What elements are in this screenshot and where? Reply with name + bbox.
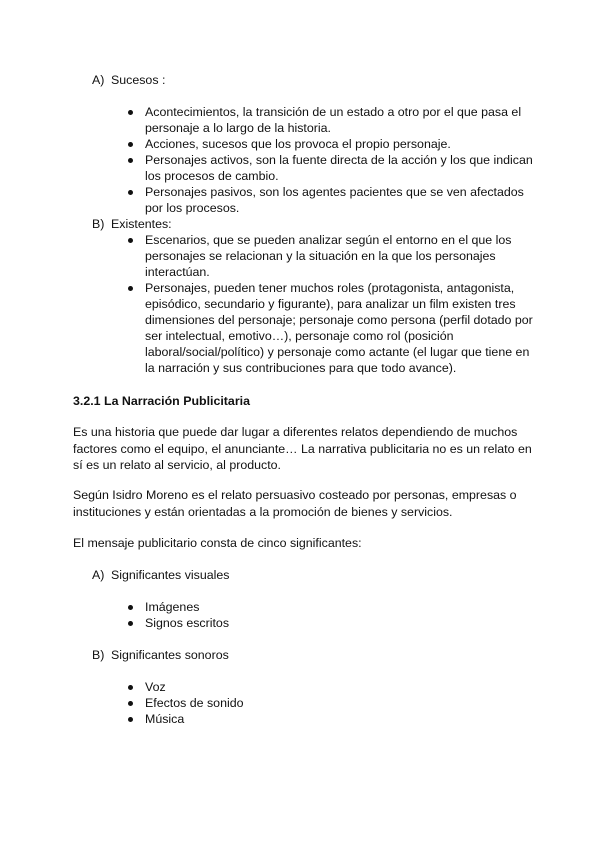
section-b-letter: B) [92, 217, 105, 231]
sonoros-title: Significantes sonoros [111, 648, 229, 662]
list-item: Música [145, 711, 535, 727]
section-heading: 3.2.1 La Narración Publicitaria [73, 394, 250, 408]
section-b-header [92, 216, 172, 232]
list-item: Efectos de sonido [145, 695, 535, 711]
paragraph: Es una historia que puede dar lugar a diferentes relatos dependiendo de muchos factores como el equipo, el anunciante… La narrativa publicitaria no es un relato en sí es un relato al servicio, al producto. [73, 425, 532, 472]
list-item: Personajes pasivos, son los agentes pacientes que se ven afectados por los procesos. [145, 184, 535, 216]
list-item: Signos escritos [145, 615, 535, 631]
paragraph: El mensaje publicitario consta de cinco significantes: [73, 536, 362, 550]
list-item: Personajes, pueden tener muchos roles (protagonista, antagonista, episódico, secundario y figurante), para analizar un film existen tres dimensiones del personaje; personaje como persona (perfil dotado por ser intelectual, emotivo…), personaje como rol (posición laboral/social/político) y personaje como actante (el lugar que tiene en la narración y sus contribuciones para que todo avance). [145, 280, 535, 376]
visuales-letter: A) [92, 568, 105, 582]
list-item: Acciones, sucesos que los provoca el propio personaje. [145, 136, 535, 152]
sonoros-letter: B) [92, 648, 105, 662]
list-item: Escenarios, que se pueden analizar según el entorno en el que los personajes se relacionan y la situación en la que los personajes interactúan. [145, 232, 535, 280]
section-a-title: Sucesos : [111, 73, 166, 87]
paragraph: Según Isidro Moreno es el relato persuasivo costeado por personas, empresas o instituciones y están orientadas a la promoción de bienes y servicios. [73, 488, 517, 519]
visuales-header [92, 567, 229, 583]
visuales-title: Significantes visuales [111, 568, 230, 582]
list-item: Acontecimientos, la transición de un estado a otro por el que pasa el personaje a lo largo de la historia. [145, 104, 535, 136]
section-b-title: Existentes: [111, 217, 172, 231]
section-a-letter: A) [92, 73, 105, 87]
list-item: Imágenes [145, 599, 535, 615]
list-item: Voz [145, 679, 535, 695]
list-item: Personajes activos, son la fuente directa de la acción y los que indican los procesos de cambio. [145, 152, 535, 184]
sonoros-header [92, 647, 229, 663]
section-a-header [92, 72, 165, 88]
